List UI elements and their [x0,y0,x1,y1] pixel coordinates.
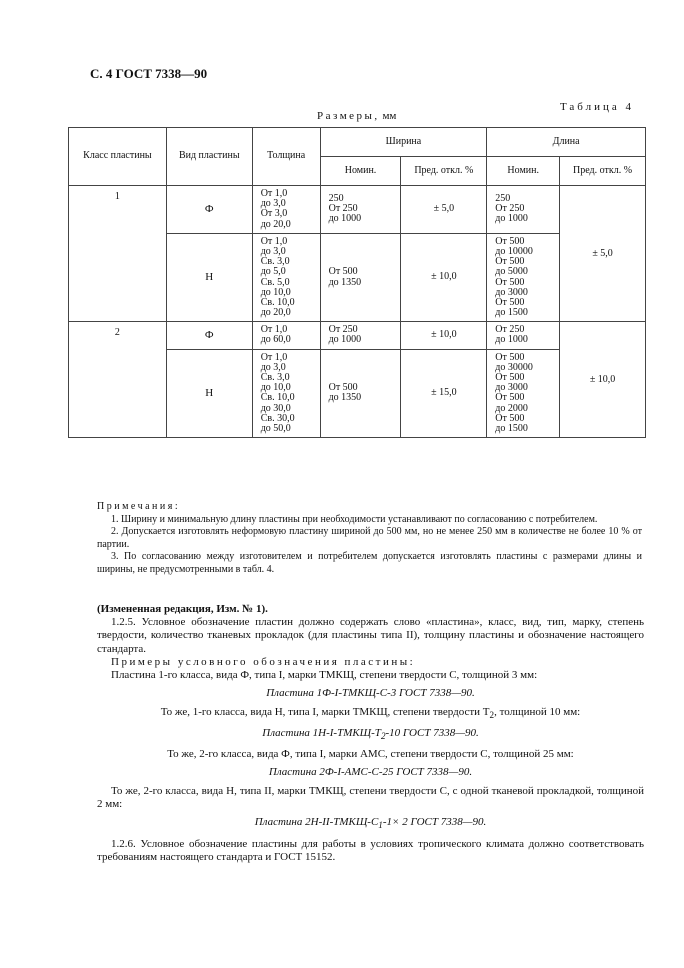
header-width-dev: Пред. откл. % [401,157,487,186]
table-row [69,186,646,234]
header-width: Ширина [320,128,487,157]
class-cell: 2 [69,322,167,438]
width-nomin-cell: От 250 до 1000 [320,322,401,349]
note-item: 3. По согласованию между изготовителем и потребителем допускается изготовлять пластины с размерами длины и ширины, не предусмотренными в табл. 4. [97,551,642,575]
length-nomin-cell: 250 От 250 до 1000 [487,186,560,234]
header-length-nomin: Номин. [487,157,560,186]
paragraph-1-2-6: 1.2.6. Условное обозначение пластины для работы в условиях тропического климата должно соответствовать требованиям настоящего стандарта и ГОСТ 15152. [97,837,644,863]
examples-title: Примеры условного обозначения пластины: [111,655,416,668]
notes-section [97,501,642,577]
length-nomin-cell: От 500 до 10000 От 500 до 5000 От 500 до 3000 От 500 до 1500 [487,233,560,322]
length-nomin-cell: От 250 до 1000 [487,322,560,349]
example-4-code: Пластина $2Н-II-ТМКЩ-С_1-1\times 2$ ГОСТ 7338—90. [254,816,487,831]
length-dev-cell: ± 10,0 [560,322,646,438]
width-nomin-cell: От 500 до 1350 [320,349,401,438]
width-nomin-cell: От 500 до 1350 [320,233,401,322]
width-dev-cell: ± 15,0 [401,349,487,438]
width-dev-cell: ± 10,0 [401,233,487,322]
thickness-cell: От 1,0 до 3,0 Св. 3,0 до 10,0 Св. 10,0 до 30,0 Св. 30,0 до 50,0 [252,349,320,438]
class-cell: 1 [69,186,167,322]
example-3-code: Пластина 2Ф-I-АМС-С-25 ГОСТ 7338—90. [268,765,473,778]
header-width-nomin: Номин. [320,157,401,186]
vid-cell: Н [166,349,252,438]
dimensions-table [68,127,646,438]
length-nomin-cell: От 500 до 30000 От 500 до 3000 От 500 до 2000 От 500 до 1500 [487,349,560,438]
vid-cell: Ф [166,186,252,234]
notes-title: Примечания: [97,501,181,512]
example-1-text: Пластина 1-го класса, вида Ф, типа I, марки ТМКЩ, степени твердости С, толщиной 3 мм: [111,668,538,681]
table-row [69,322,646,349]
note-item: 1. Ширину и минимальную длину пластины при необходимости устанавливают по согласованию с потребителем. [111,513,598,525]
vid-cell: Н [166,233,252,322]
table-caption: Таблица 4 [559,101,634,113]
body-text [97,603,644,864]
example-1-code: Пластина 1Ф-I-ТМКЩ-С-3 ГОСТ 7338—90. [266,687,475,700]
page-header: С. 4 ГОСТ 7338—90 [90,66,208,81]
width-nomin-cell: 250 От 250 до 1000 [320,186,401,234]
header-vid: Вид пластины [166,128,252,186]
header-class: Класс пластины [69,128,167,186]
dimensions-caption: Размеры, мм [317,110,397,122]
example-2-text: То же, 1-го класса, вида Н, типа I, марки ТМКЩ, степени твердости $Т_2$, толщиной 10 мм: [160,706,581,721]
revision-note: (Измененная редакция, Изм. № 1). [97,603,268,615]
example-4-text: То же, 2-го класса, вида Н, типа II, марки ТМКЩ, степени твердости С, с одной тканевой прокладкой, толщиной 2 мм: [97,785,644,811]
vid-cell: Ф [166,322,252,349]
note-item: 2. Допускается изготовлять неформовую пластину шириной до 500 мм, но не менее 250 мм в количестве не более 10 % от партии. [97,526,642,550]
example-2-code: Пластина $1Н-I-ТМКЩ-Т_2-10$ ГОСТ 7338—90. [262,726,479,741]
width-dev-cell: ± 5,0 [401,186,487,234]
header-length-dev: Пред. откл. % [560,157,646,186]
thickness-cell: От 1,0 до 3,0 От 3,0 до 20,0 [252,186,320,234]
paragraph-1-2-5: 1.2.5. Условное обозначение пластин должно содержать слово «пластина», класс, вид, тип, марку, степень твердости, количество тканевых прокладок (для пластины типа II), толщину пластины и обозначение настоящего стандарта. [97,616,644,655]
thickness-cell: От 1,0 до 3,0 Св. 3,0 до 5,0 Св. 5,0 до 10,0 Св. 10,0 до 20,0 [252,233,320,322]
header-thickness: Толщина [252,128,320,186]
width-dev-cell: ± 10,0 [401,322,487,349]
thickness-cell: От 1,0 до 60,0 [252,322,320,349]
header-length: Длина [487,128,646,157]
length-dev-cell: ± 5,0 [560,186,646,322]
example-3-text: То же, 2-го класса, вида Ф, типа I, марки АМС, степени твердости С, толщиной 25 мм: [167,747,574,760]
